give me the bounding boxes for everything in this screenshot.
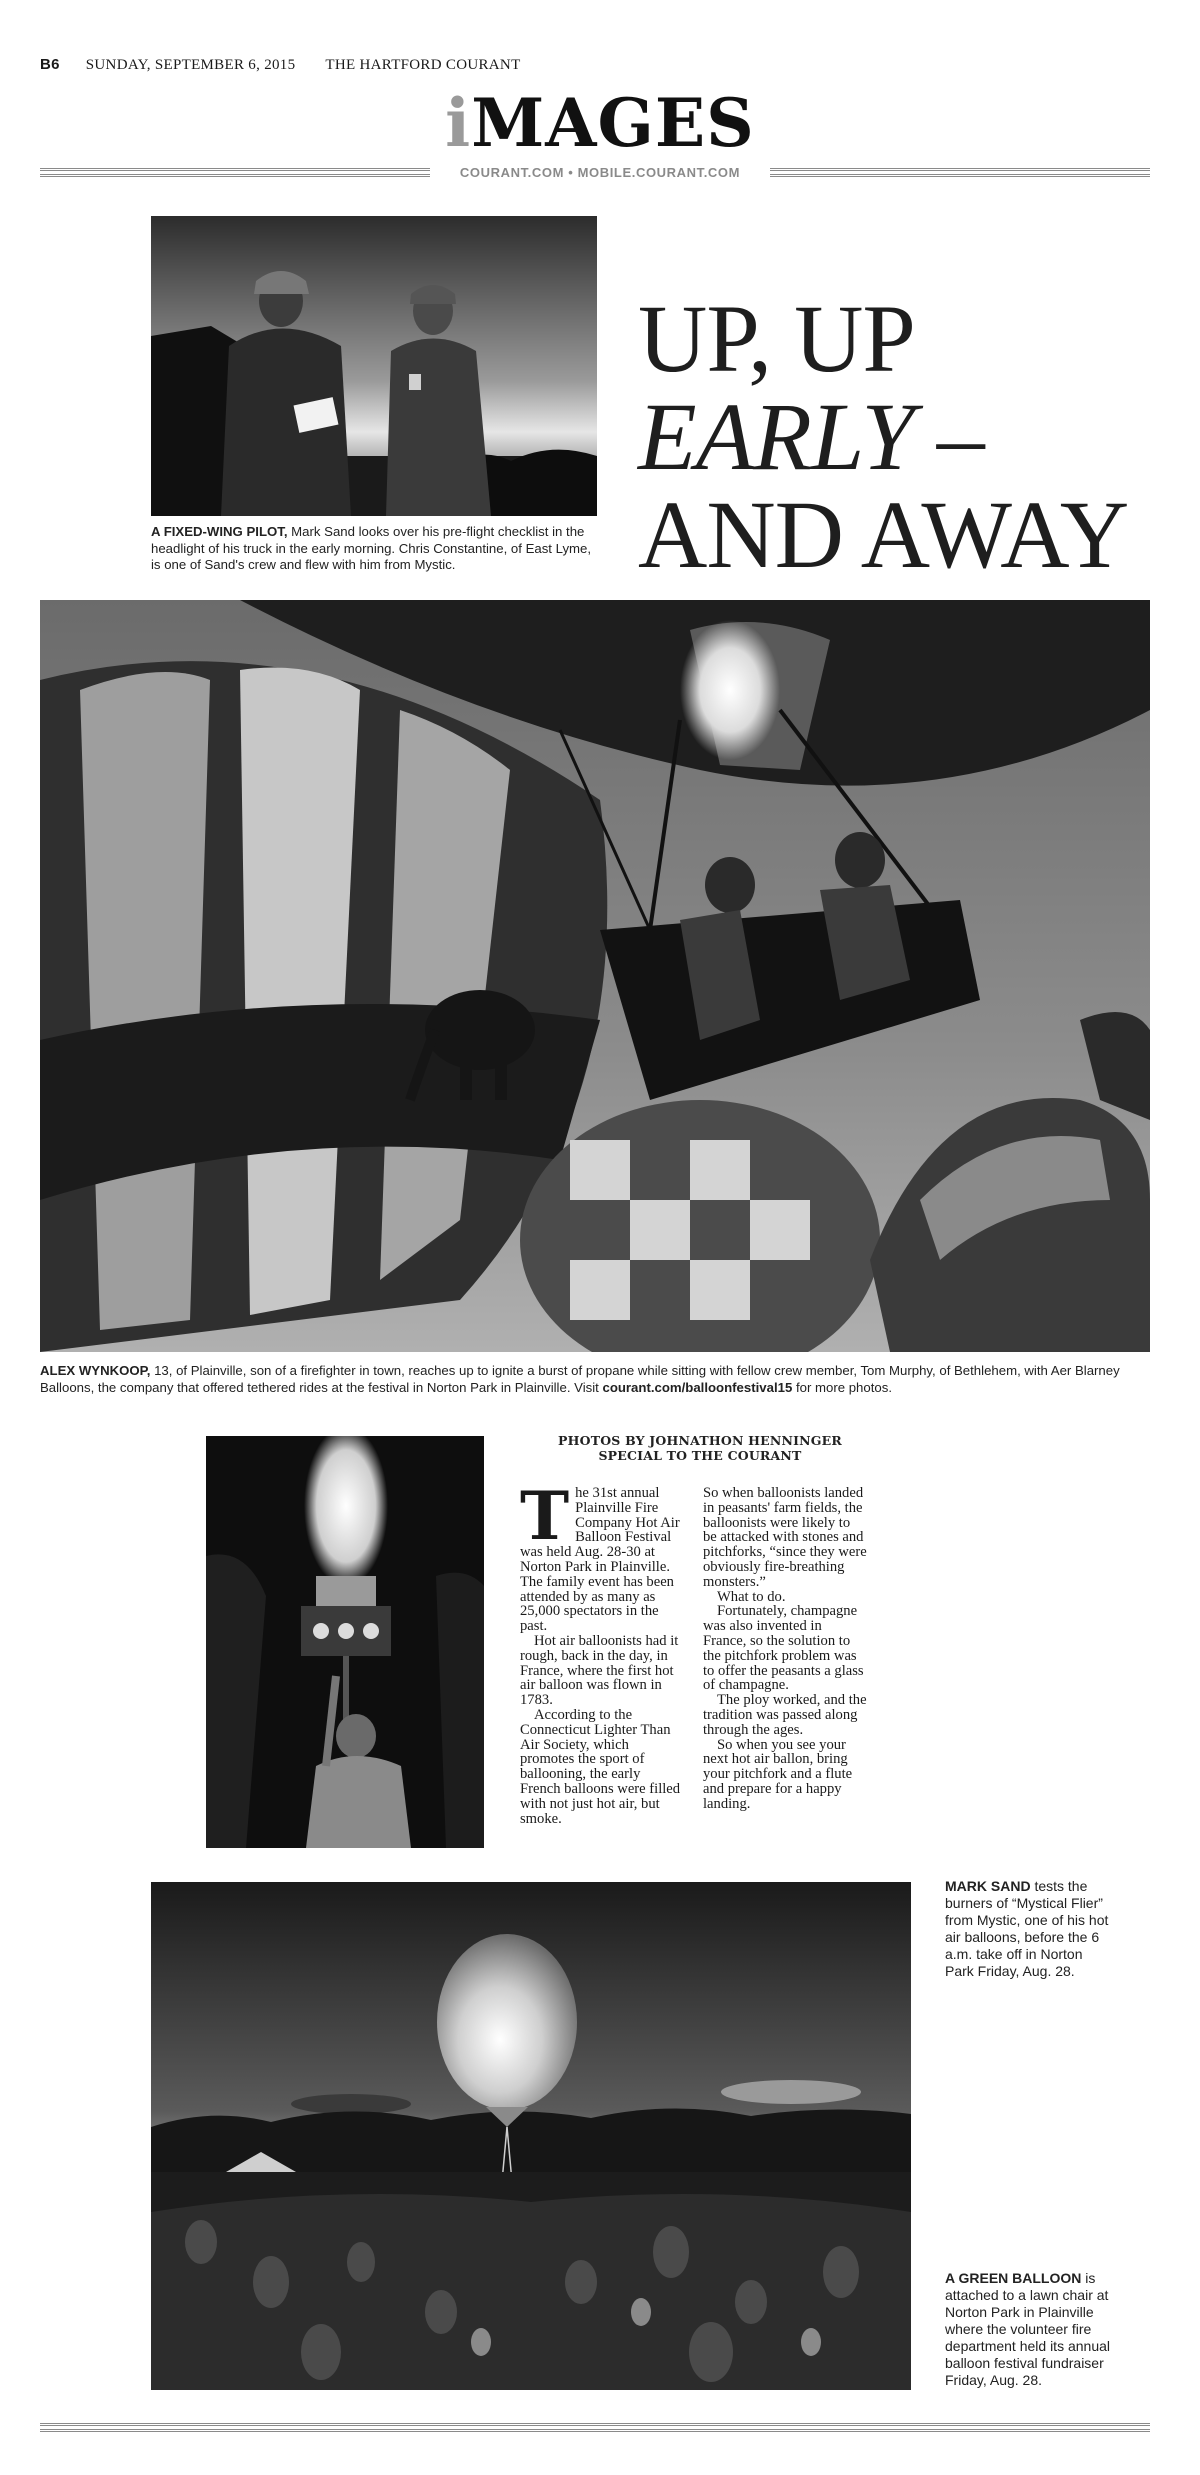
story-paragraph: Hot air balloonists had it rough, back in the day, in France, where the first hot air balloon was flown in 1783. [520, 1632, 679, 1709]
caption-text: 13, of Plainville, son of a firefighter in town, reaches up to ignite a burst of propane while sitting with fellow crew member, Tom Murphy, of Bethlehem, with Aer Blarney Balloons, the company that offered tethered rides at the festival in Norton Park in Plainville. Visit [40, 1363, 1120, 1395]
masthead-i: i [445, 84, 472, 162]
story-paragraph: So when balloonists landed in peasants' farm fields, the balloonists were likely to be attacked with stones and pitchforks, “since they were obviously fire-breathing monsters.” [703, 1485, 867, 1590]
pilot-photo-caption [151, 524, 597, 574]
headline-line-3: AND AWAY [638, 481, 1129, 588]
story-paragraph: According to the Connecticut Lighter Than Air Society, which promotes the sport of ballooning, the early French balloons were filled with not just hot air, but smoke. [520, 1706, 681, 1827]
newspaper-name: THE HARTFORD COURANT [325, 57, 521, 73]
headline-line-1: UP, UP [638, 285, 915, 392]
story-paragraph: he 31st annual Plainville Fire Company Hot Air Balloon Festival was held Aug. 28-30 at Norton Park in Plainville. The family event has been attended by as many as 25,000 spectators in the past. [520, 1485, 680, 1635]
bottom-rule [40, 2423, 1150, 2432]
story-column-1 [520, 1477, 684, 1827]
story-paragraph: The ploy worked, and the tradition was passed along through the ages. [703, 1692, 867, 1738]
park-balloon-photo [151, 1882, 911, 2390]
caption-lead: MARK SAND [945, 1878, 1031, 1894]
caption-text: is attached to a lawn chair at Norton Park in Plainville where the volunteer fire department held its annual balloon festival fundraiser Friday, Aug. 28. [945, 2270, 1110, 2388]
caption-lead: A GREEN BALLOON [945, 2270, 1082, 2286]
issue-date: SUNDAY, SEPTEMBER 6, 2015 [85, 57, 296, 73]
park-balloon-image [151, 1882, 911, 2390]
story-column-2 [703, 1486, 867, 1812]
drop-cap: T [520, 1477, 570, 1555]
masthead-rule-left [40, 168, 430, 177]
caption-text: Mark Sand looks over his pre-flight checklist in the headlight of his truck in the early morning. Chris Constantine, of East Lyme, is one of Sand's crew and flew with him from Mystic. [151, 524, 592, 572]
photo-credit [520, 1433, 880, 1463]
caption-lead: A FIXED-WING PILOT, [151, 524, 288, 539]
burner-photo-image [206, 1436, 484, 1848]
page-number: B6 [40, 56, 60, 73]
masthead-subline: COURANT.COM • MOBILE.COURANT.COM [459, 165, 741, 180]
folio [40, 56, 521, 74]
burner-photo [206, 1436, 484, 1848]
story-headline [638, 285, 1158, 588]
caption-lead: ALEX WYNKOOP, [40, 1363, 151, 1378]
headline-line-2: EARLY – [638, 383, 984, 490]
pilot-photo-image [151, 216, 597, 516]
story-paragraph: So when you see your next hot air ballon, bring your pitchfork and a flute and prepare for a happy landing. [703, 1736, 853, 1812]
masthead-rule-right [770, 168, 1150, 177]
mark-sand-caption [945, 1878, 1110, 1980]
story-paragraph: What to do. [717, 1588, 786, 1605]
caption-link[interactable]: courant.com/balloonfestival15 [602, 1379, 793, 1395]
pilot-photo [151, 216, 597, 516]
main-balloon-photo [40, 600, 1150, 1352]
credit-line-2: SPECIAL TO THE COURANT [598, 1448, 802, 1463]
main-balloon-image [40, 600, 1150, 1352]
main-photo-caption [40, 1363, 1155, 1396]
masthead-rest: MAGES [471, 84, 755, 162]
caption-text: tests the burners of “Mystical Flier” from Mystic, one of his hot air balloons, before the 6 a.m. take off in Norton Park Friday, Aug. 28. [945, 1878, 1109, 1979]
caption-tail: for more photos. [792, 1379, 892, 1395]
credit-line-1: PHOTOS BY JOHNATHON HENNINGER [558, 1433, 842, 1448]
section-masthead [0, 84, 1200, 162]
green-balloon-caption [945, 2270, 1110, 2389]
story-paragraph: Fortunately, champagne was also invented in France, so the solution to the pitchfork problem was to offer the peasants a glass of champagne. [703, 1603, 864, 1694]
